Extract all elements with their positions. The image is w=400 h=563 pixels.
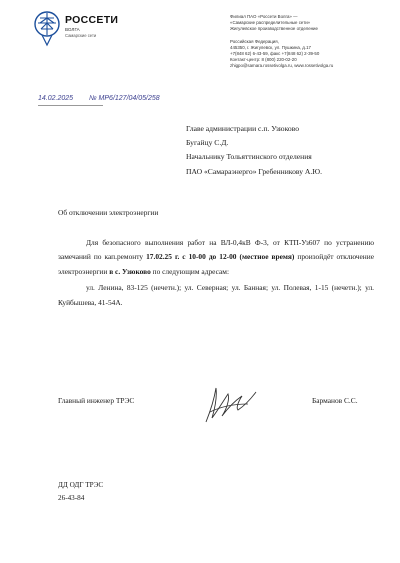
brand-subtitle-2: Самарские сети: [65, 33, 97, 38]
org-line-6: +7(848 62) 6-43-59, факс +7(848 62) 2-39-50: [230, 51, 320, 57]
outage-time: 17.02.25 г. с 10-00 до 12-00 (местное время): [146, 252, 295, 262]
org-line-8: zhigpo@samara.rossetivolga.ru, www.rossetivolga.ru: [230, 63, 334, 69]
logo-text: [65, 15, 118, 39]
footer-contact: [58, 479, 103, 504]
company-logo: [32, 11, 142, 55]
footer-department: ДД ОДГ ТРЭС: [58, 481, 104, 489]
registration-stamp: [38, 95, 160, 102]
organization-details: [230, 14, 395, 70]
footer-phone: 26-43-84: [58, 493, 85, 502]
brand-subtitle: ВОЛГА: [65, 27, 80, 32]
org-line-7: Контакт-центр: 8 (800) 220-02-20: [230, 57, 297, 63]
body-text-b: произойдёт отключение электроэнергии: [58, 252, 374, 276]
registration-date: 14.02.2025: [38, 95, 74, 102]
addressee-line-3: Начальнику Тольяттинского отделения: [186, 152, 312, 162]
address-list: ул. Ленина, 83-125 (нечетн.); ул. Северная; ул. Банная; ул. Полевая, 1-15 (нечетн.); ул. Куйбышева, 41-54А.: [58, 283, 374, 307]
addressee-line-4: ПАО «Самараэнерго» Гребенникову А.Ю.: [186, 166, 323, 176]
letter-subject: Об отключении электроэнергии: [58, 208, 159, 217]
addressee-line-1: Главе администрации с.п. Узюково: [186, 124, 300, 133]
addressee-block: [186, 122, 396, 179]
body-paragraph: [58, 236, 374, 279]
signatory-name: Барманов С.С.: [312, 396, 358, 405]
outage-place: в с. Узюково: [109, 266, 151, 276]
registration-number: МР6/127/04/05/258: [98, 95, 160, 102]
signatory-title: Главный инженер ТРЭС: [58, 396, 135, 405]
brand-name: РОССЕТИ: [65, 14, 119, 26]
org-line-3: Жигулевское производственное отделение: [230, 26, 318, 32]
body-text-c: по следующим адресам:: [150, 266, 229, 276]
registration-number-prefix: №: [89, 95, 97, 102]
org-line-5: 445350, г. Жигулевск, ул. Пушкина, д.17: [230, 44, 311, 50]
org-line-2: «Самарские распределительные сети»: [230, 20, 311, 26]
addressee-line-2: Бугайцу С.Д.: [186, 138, 229, 148]
registration-line: [38, 105, 103, 106]
org-line-1: Филиал ПАО «Россети Волга» —: [230, 14, 298, 19]
body-text-a: Для безопасного выполнения работ на ВЛ-0,4кВ Ф-3, от КТП-Уз607 по устранению замечаний по кап.ремонту: [58, 238, 374, 262]
handwritten-signature-icon: [198, 382, 260, 428]
letter-body: [58, 236, 374, 310]
org-line-4: Российская Федерация,: [230, 38, 279, 44]
rosseti-logo-icon: [32, 11, 62, 47]
